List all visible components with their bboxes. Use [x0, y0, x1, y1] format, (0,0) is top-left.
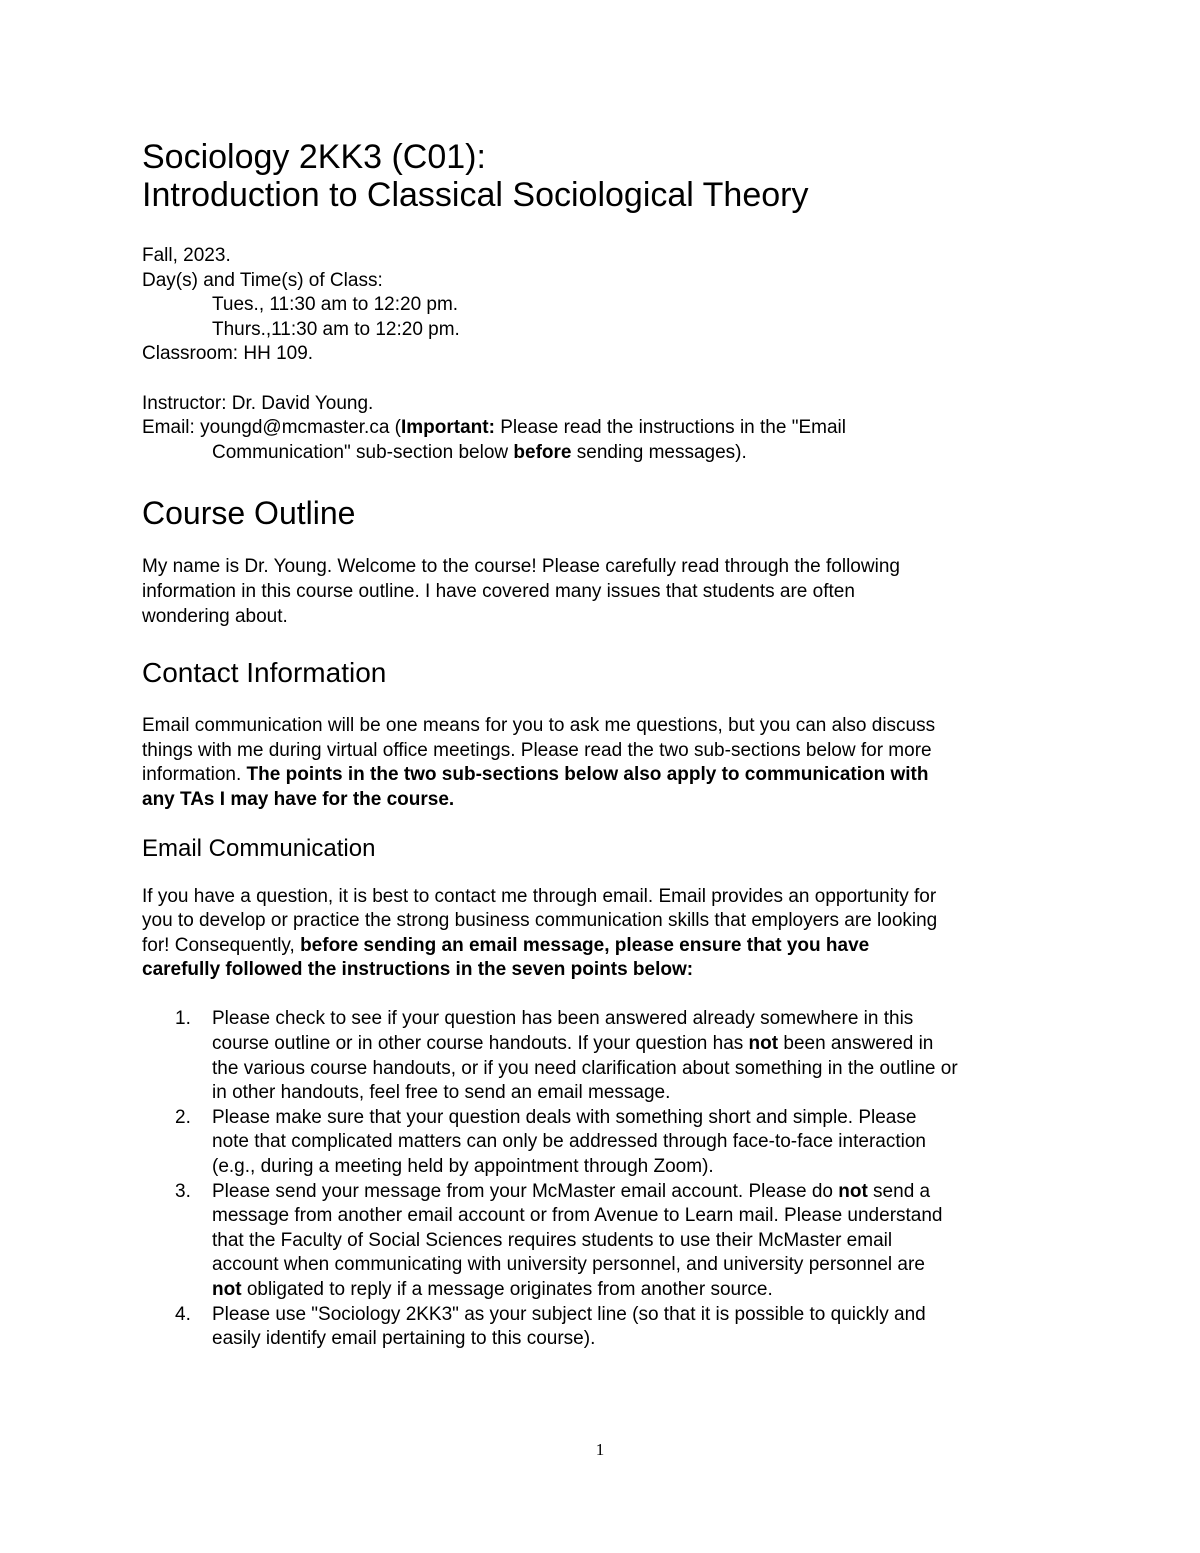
outline-line-1: My name is Dr. Young. Welcome to the course! Please carefully read through the following: [142, 556, 900, 578]
document-page: [142, 138, 1072, 1352]
point-3-not: not: [838, 1180, 868, 1202]
contact-heading: Contact Information: [142, 657, 387, 689]
outline-line-2: information in this course outline. I have covered many issues that students are often: [142, 580, 855, 602]
email-paragraph: [142, 885, 1072, 983]
before-label: before: [513, 441, 572, 463]
point-3-line-2: message from another email account or from Avenue to Learn mail. Please understand: [212, 1205, 943, 1227]
point-1-line-2: [212, 1032, 1072, 1057]
point-3-line-4: account when communicating with university personnel, and university personnel are: [212, 1254, 925, 1276]
point-4-line-2: easily identify email pertaining to this course).: [212, 1328, 596, 1350]
point-1-line-2c: been answered in: [778, 1033, 934, 1055]
email-para-line-4-bold: carefully followed the instructions in the seven points below:: [142, 959, 694, 981]
point-3-line-5: [212, 1278, 1072, 1303]
instructor: Instructor: Dr. David Young.: [142, 392, 374, 414]
contact-line-1: Email communication will be one means for you to ask me questions, but you can also discuss: [142, 715, 936, 737]
email-para-line-2: you to develop or practice the strong business communication skills that employers are looking: [142, 910, 938, 932]
term: Fall, 2023.: [142, 245, 231, 266]
list-number: 3.: [175, 1180, 191, 1202]
session-thursday: Thurs.,11:30 am to 12:20 pm.: [212, 318, 460, 340]
point-4-line-1: Please use "Sociology 2KK3" as your subject line (so that it is possible to quickly and: [212, 1303, 926, 1325]
email-text-3: sending messages).: [571, 441, 747, 463]
email-para-line-3b: before sending an email message, please ensure that you have: [300, 934, 870, 956]
document-title: [142, 138, 1072, 214]
contact-line-2: things with me during virtual office meetings. Please read the two sub-sections below for more: [142, 739, 932, 761]
email-communication-heading: Email Communication: [142, 834, 376, 862]
list-number: 2.: [175, 1106, 191, 1128]
outline-line-3: wondering about.: [142, 605, 288, 627]
contact-line-3a: information.: [142, 764, 247, 786]
point-3-line-1c: send a: [867, 1180, 931, 1202]
contact-line-4: [142, 788, 1072, 813]
point-2-line-3: (e.g., during a meeting held by appointment through Zoom).: [212, 1156, 714, 1178]
contact-line-4-bold: any TAs I may have for the course.: [142, 788, 455, 810]
email-line-2: [142, 441, 1072, 466]
session-tuesday: Tues., 11:30 am to 12:20 pm.: [212, 294, 459, 316]
list-number: 4.: [175, 1303, 191, 1325]
point-3-line-5b: obligated to reply if a message originates from another source.: [241, 1279, 773, 1300]
page-number: 1: [595, 1440, 605, 1459]
point-1-line-4: in other handouts, feel free to send an email message.: [212, 1082, 671, 1104]
list-item: [142, 1106, 1072, 1180]
days-label: Day(s) and Time(s) of Class:: [142, 269, 383, 291]
point-2-line-2: note that complicated matters can only be addressed through face-to-face interaction: [212, 1131, 926, 1153]
list-item: [142, 1303, 1072, 1352]
list-item: [142, 1007, 1072, 1105]
contact-paragraph: [142, 714, 1072, 812]
email-para-line-3: [142, 934, 1072, 959]
email-text-1: Please read the instructions in the "Email: [494, 417, 846, 439]
course-outline-paragraph: [142, 555, 1072, 629]
email-para-line-1: If you have a question, it is best to contact me through email. Email provides an opportunity for: [142, 885, 937, 907]
title-line-1: Sociology 2KK3 (C01):: [142, 138, 486, 176]
email-prefix: Email: youngd@mcmaster.ca (: [142, 417, 401, 439]
contact-line-3: [142, 763, 1072, 788]
point-1-line-1: Please check to see if your question has been answered already somewhere in this: [212, 1008, 914, 1030]
classroom: Classroom: HH 109.: [142, 343, 314, 365]
point-1-not: not: [748, 1033, 779, 1055]
point-3-line-1a: Please send your message from your McMaster email account. Please do: [212, 1180, 839, 1202]
course-info-block: [142, 244, 1072, 465]
email-line: [142, 416, 1072, 441]
email-para-line-4: [142, 958, 1072, 983]
email-text-2: Communication" sub-section below: [212, 441, 514, 463]
important-label: Important:: [401, 417, 495, 439]
contact-line-3b: The points in the two sub-sections below also apply to communication with: [246, 764, 929, 786]
title-line-2: Introduction to Classical Sociological Theory: [142, 176, 809, 214]
list-item: [142, 1180, 1072, 1303]
email-rules-list: [142, 1007, 1072, 1351]
point-3-not-2: not: [212, 1279, 242, 1300]
point-1-line-3: the various course handouts, or if you need clarification about something in the outline or: [212, 1057, 958, 1079]
point-3-line-1: [212, 1180, 1072, 1205]
point-2-line-1: Please make sure that your question deals with something short and simple. Please: [212, 1106, 917, 1128]
point-1-line-2a: course outline or in other course handouts. If your question has: [212, 1033, 749, 1055]
email-para-line-3a: for! Consequently,: [142, 934, 301, 956]
list-number: 1.: [175, 1008, 191, 1030]
course-outline-heading: Course Outline: [142, 495, 356, 532]
point-3-line-3: that the Faculty of Social Sciences requires students to use their McMaster email: [212, 1229, 893, 1251]
